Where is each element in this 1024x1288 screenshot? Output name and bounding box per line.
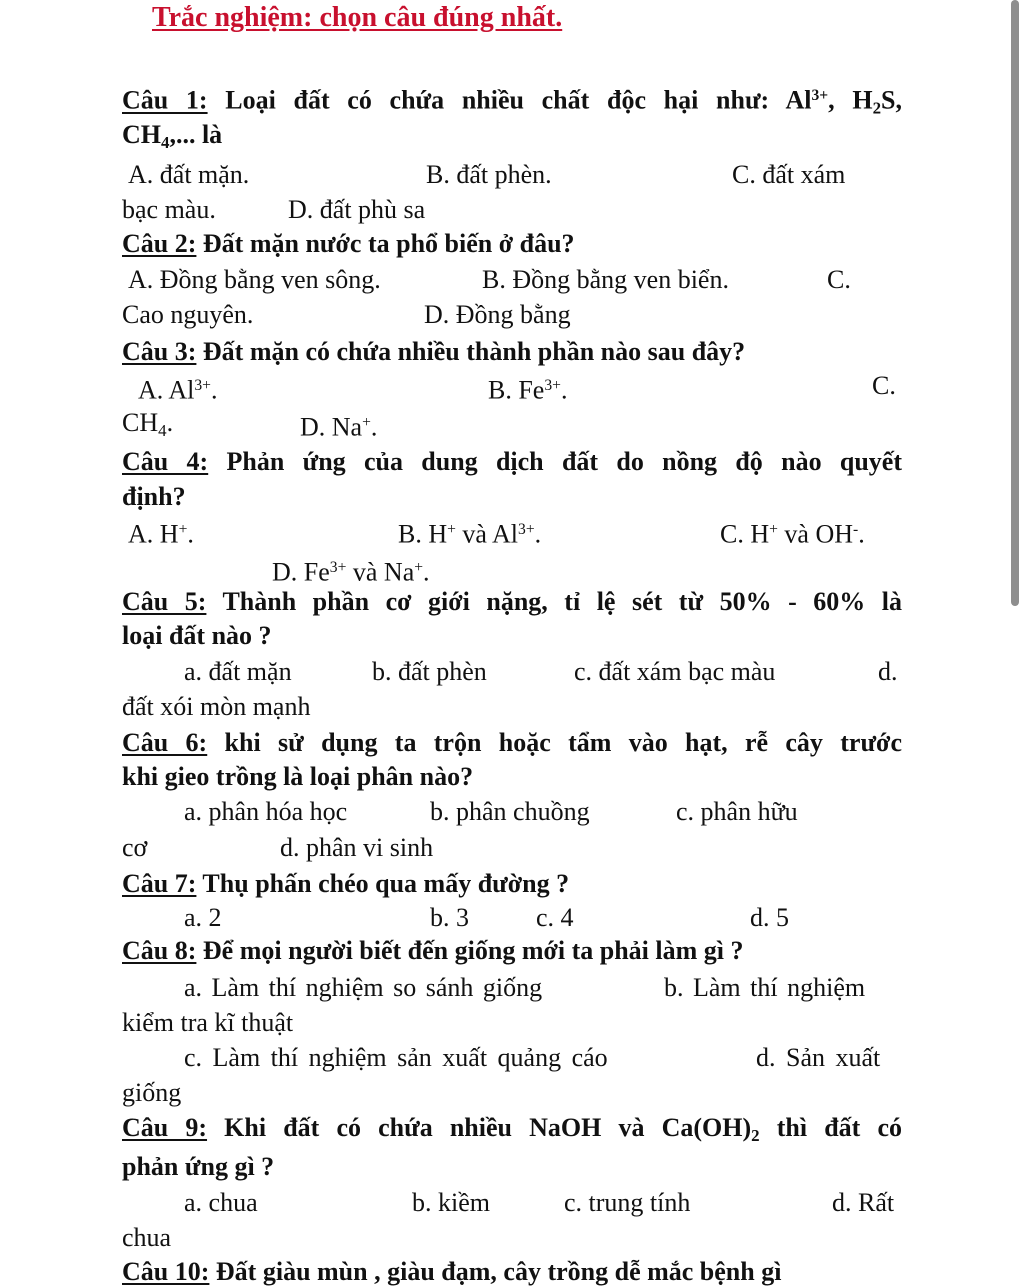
option-3c-cont — [122, 407, 173, 447]
superscript: 3+ — [811, 87, 829, 104]
option-3b — [488, 370, 567, 407]
superscript: 3+ — [544, 377, 561, 394]
option-8b: b. Làm thí nghiệm — [664, 973, 866, 1002]
option-text: và OH — [777, 519, 854, 549]
option-text: . — [423, 557, 430, 587]
question-1-text: CH — [122, 120, 161, 149]
option-letter: B. — [488, 375, 512, 405]
question-7-label: Câu 7: — [122, 869, 197, 898]
option-7b: b. 3 — [430, 903, 469, 932]
question-1 — [122, 80, 902, 125]
question-5-text: Thành phần cơ giới nặng, tỉ lệ sét từ 50% - 60% là — [206, 587, 902, 616]
question-4-label: Câu 4: — [122, 447, 209, 476]
subscript: 2 — [872, 98, 882, 118]
option-6d: d. phân vi sinh — [280, 833, 434, 862]
page-title: Trắc nghiệm: chọn câu đúng nhất. — [152, 2, 563, 33]
question-6-text: khi sử dụng ta trộn hoặc tẩm vào hạt, rễ cây trước — [207, 728, 902, 757]
superscript: + — [178, 521, 188, 538]
option-6c-cont: cơ — [122, 833, 148, 862]
subscript: 4 — [161, 133, 170, 153]
option-8d-cont: giống — [122, 1078, 182, 1107]
option-text: D. Fe — [272, 557, 330, 587]
question-3 — [122, 336, 745, 368]
question-2-text: Đất mặn nước ta phổ biến ở đâu? — [196, 229, 575, 258]
option-4c — [720, 514, 865, 551]
option-text: . — [187, 519, 194, 549]
option-letter: D. — [300, 412, 326, 442]
question-1-text: , H — [828, 85, 873, 115]
option-1d: D. đất phù sa — [288, 195, 426, 224]
question-5-cont: loại đất nào ? — [122, 621, 272, 650]
option-text: . — [560, 375, 568, 405]
question-3-text: Đất mặn có chứa nhiều thành phần nào sau đây? — [196, 337, 746, 366]
option-text: B. H — [398, 519, 448, 549]
option-4b — [398, 514, 541, 551]
option-3c: C. — [872, 371, 896, 400]
question-10 — [122, 1256, 781, 1288]
question-3-label: Câu 3: — [122, 337, 197, 366]
option-7c: c. 4 — [536, 903, 574, 932]
option-5d: d. — [878, 657, 898, 686]
option-5b: b. đất phèn — [372, 657, 487, 686]
question-5 — [122, 586, 902, 618]
option-text: Na — [331, 412, 363, 442]
question-9-label: Câu 9: — [122, 1113, 208, 1142]
superscript: + — [447, 521, 456, 538]
question-4 — [122, 446, 902, 478]
option-text: . — [858, 519, 865, 549]
option-text: . — [166, 408, 174, 437]
option-text: C. H — [720, 519, 770, 549]
question-5-label: Câu 5: — [122, 587, 207, 616]
option-text: . — [370, 412, 378, 442]
question-8-text: Để mọi người biết đến giống mới ta phải làm gì ? — [196, 936, 744, 965]
option-8d: d. Sản xuất — [756, 1043, 881, 1072]
question-8-label: Câu 8: — [122, 936, 197, 965]
option-2c-cont: Cao nguyên. — [122, 300, 254, 329]
question-9 — [122, 1112, 902, 1152]
question-6-label: Câu 6: — [122, 728, 208, 757]
question-9-text: Khi đất có chứa nhiều NaOH và Ca(OH) — [207, 1113, 752, 1142]
option-1c: C. đất xám — [732, 160, 846, 189]
option-7d: d. 5 — [750, 903, 789, 932]
question-2 — [122, 228, 575, 260]
option-9b: b. kiềm — [412, 1188, 490, 1217]
option-text: CH — [122, 408, 159, 437]
option-6a: a. phân hóa học — [184, 797, 348, 826]
option-9c: c. trung tính — [564, 1188, 691, 1217]
superscript: 3+ — [518, 521, 535, 538]
option-text: và Al — [455, 519, 519, 549]
option-2c: C. — [827, 265, 851, 294]
superscript: + — [769, 521, 778, 538]
question-1-cont — [122, 119, 222, 159]
option-2a: A. Đồng bằng ven sông. — [128, 265, 381, 294]
option-text: Al — [168, 375, 195, 405]
question-1-text: S, — [881, 85, 902, 115]
superscript: 3+ — [329, 559, 347, 576]
option-3d — [300, 407, 377, 444]
question-7-text: Thụ phấn chéo qua mấy đường ? — [196, 869, 570, 898]
option-9d-cont: chua — [122, 1223, 172, 1252]
question-9-cont: phản ứng gì ? — [122, 1152, 275, 1181]
option-4d — [272, 552, 430, 589]
subscript: 2 — [751, 1126, 760, 1146]
option-8b-cont: kiểm tra kĩ thuật — [122, 1008, 294, 1037]
question-4-cont: định? — [122, 482, 186, 511]
question-1-text: Loại đất có chứa nhiều chất độc hại như: Al — [207, 85, 812, 115]
option-text: . — [534, 519, 542, 549]
option-8c: c. Làm thí nghiệm sản xuất quảng cáo — [184, 1043, 608, 1072]
question-1-label: Câu 1: — [122, 85, 208, 115]
option-1c-cont: bạc màu. — [122, 195, 216, 224]
superscript: - — [853, 521, 859, 538]
question-2-label: Câu 2: — [122, 229, 197, 258]
option-text: và Na — [346, 557, 415, 587]
option-2b: B. Đồng bằng ven biển. — [482, 265, 729, 294]
option-9d: d. Rất — [832, 1188, 895, 1217]
question-8 — [122, 935, 744, 967]
option-8a: a. Làm thí nghiệm so sánh giống — [184, 973, 543, 1002]
option-letter: A. — [138, 375, 164, 405]
question-10-text: Đất giàu mùn , giàu đạm, cây trồng dễ mắc bệnh gì — [209, 1257, 782, 1286]
option-1a: A. đất mặn. — [128, 160, 250, 189]
question-6 — [122, 727, 902, 759]
option-2d: D. Đồng bằng — [424, 300, 571, 329]
subscript: 4 — [158, 421, 167, 441]
superscript: + — [414, 559, 424, 576]
question-9-text: thì đất có — [759, 1113, 903, 1142]
question-7 — [122, 868, 569, 900]
option-5a: a. đất mặn — [184, 657, 292, 686]
question-6-cont: khi gieo trồng là loại phân nào? — [122, 762, 474, 791]
option-3a — [138, 370, 217, 407]
vertical-scrollbar[interactable] — [1011, 0, 1019, 606]
option-4a — [128, 514, 194, 551]
superscript: + — [362, 414, 371, 431]
option-6b: b. phân chuồng — [430, 797, 590, 826]
question-1-text: ,... là — [169, 120, 223, 149]
option-7a: a. 2 — [184, 903, 222, 932]
option-text: Fe — [518, 375, 545, 405]
question-10-label: Câu 10: — [122, 1257, 210, 1286]
option-9a: a. chua — [184, 1188, 258, 1217]
option-text: A. H — [128, 519, 179, 549]
option-1b: B. đất phèn. — [426, 160, 552, 189]
option-5d-cont: đất xói mòn mạnh — [122, 692, 311, 721]
option-5c: c. đất xám bạc màu — [574, 657, 776, 686]
question-4-text: Phản ứng của dung dịch đất do nồng độ nào quyết — [208, 447, 902, 476]
option-6c: c. phân hữu — [676, 797, 798, 826]
superscript: 3+ — [194, 377, 211, 394]
option-text: . — [210, 375, 218, 405]
